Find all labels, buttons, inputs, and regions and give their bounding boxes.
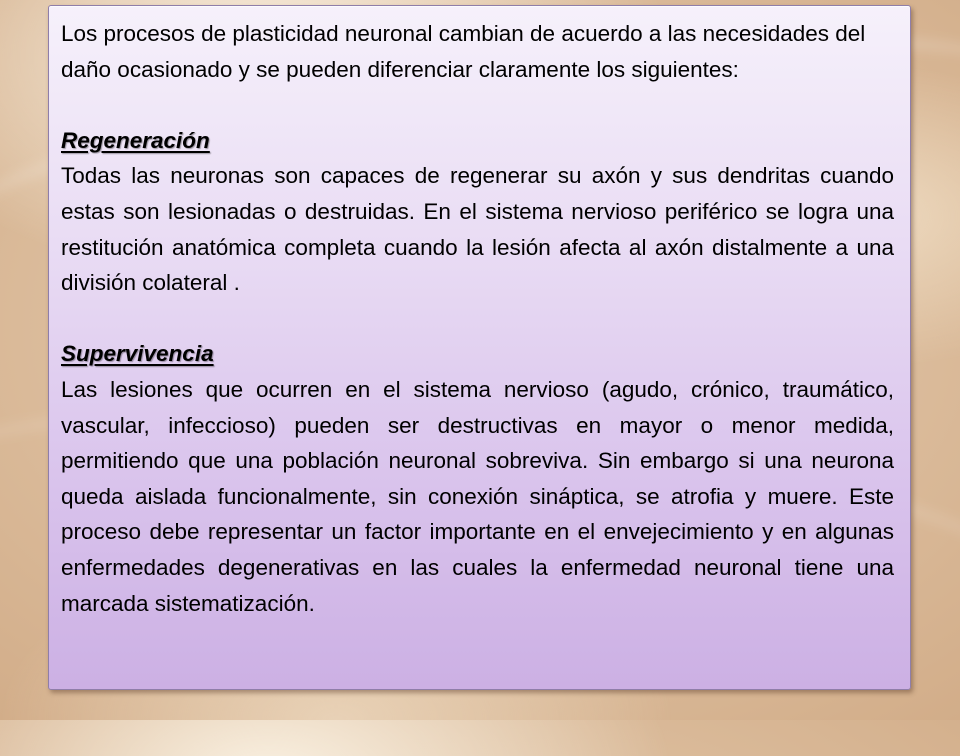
intro-paragraph: Los procesos de plasticidad neuronal cambian de acuerdo a las necesidades del daño ocasionado y se pueden diferenciar claramente los siguientes: <box>61 21 866 82</box>
spacer <box>61 87 894 123</box>
section-heading-regeneracion: Regeneración <box>61 127 210 153</box>
section-body-supervivencia: Las lesiones que ocurren en el sistema nervioso (agudo, crónico, traumático, vascular, infeccioso) pueden ser destructivas en mayor o menor medida, permitiendo que una población neuronal sobreviva. Sin embargo si una neurona queda aislada funcionalmente, sin conexión sináptica, se atrofia y muere. Este proceso debe representar un factor importante en el envejecimiento y en algunas enfermedades degenerativas en las cuales la enfermedad neuronal tiene una marcada sistematización. <box>61 376 894 616</box>
spacer <box>61 301 894 337</box>
section-body-regeneracion: Todas las neuronas son capaces de regenerar su axón y sus dendritas cuando estas son lesionadas o destruidas. En el sistema nervioso periférico se logra una restitución anatómica completa cuando la lesión afecta al axón distalmente a una división colateral . <box>61 163 894 296</box>
text-panel <box>48 5 911 690</box>
section-heading-supervivencia: Supervivencia <box>61 341 214 367</box>
